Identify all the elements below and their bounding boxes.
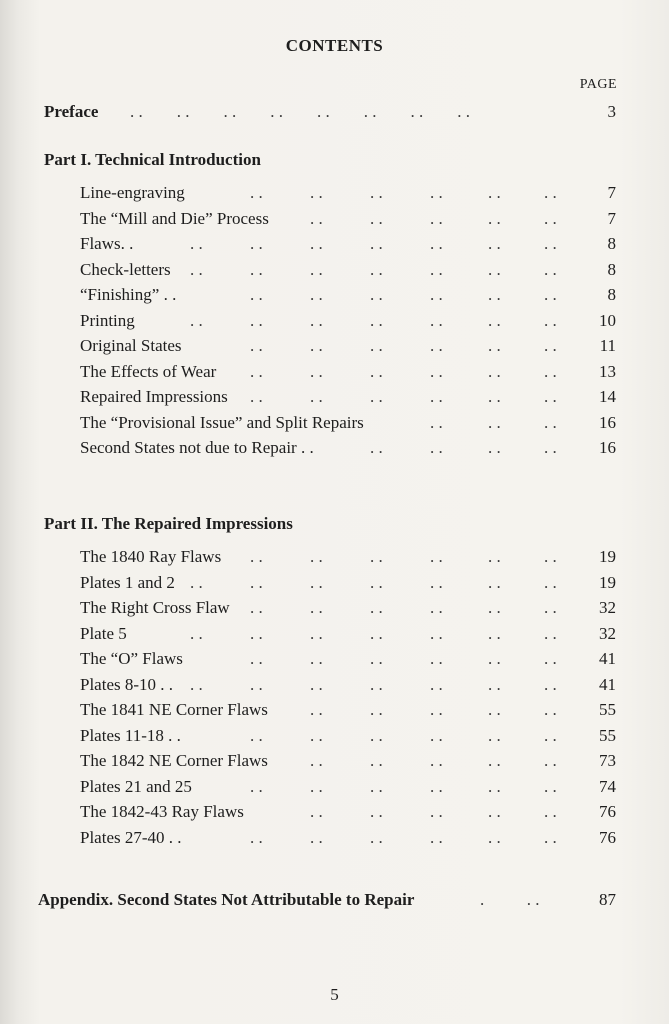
toc-entry: The 1842-43 Ray Flaws . . . . . . . . . . 76 — [0, 800, 669, 824]
toc-entry-label: Flaws. . — [80, 234, 134, 253]
toc-entry-page: 7 — [607, 183, 616, 202]
toc-entry-page: 14 — [599, 387, 616, 406]
toc-entry-page: 11 — [599, 336, 616, 355]
contents-title: CONTENTS — [285, 36, 384, 55]
toc-entry-label: Check-letters — [80, 259, 171, 279]
toc-entry-page: 73 — [599, 751, 616, 770]
toc-entry-page: 32 — [599, 623, 616, 643]
toc-entry-page: 13 — [599, 361, 616, 381]
toc-entry: “Finishing” . . . . . . . . . . . . . . 8 — [0, 283, 669, 307]
toc-entry-label: The Effects of Wear — [80, 361, 217, 381]
toc-entry-label: “Finishing” . . — [80, 285, 177, 304]
toc-entry-page: 55 — [599, 725, 616, 745]
toc-entry-appendix — [0, 888, 669, 912]
toc-entry-page: 55 — [599, 700, 616, 719]
dot-leader: . . . . . . . . . . . . . . . . — [130, 102, 470, 121]
toc-entry: The 1841 NE Corner Flaws . . . . . . . . . . 55 — [0, 698, 669, 722]
toc-entry: The 1840 Ray Flaws . . . . . . . . . . . . 19 — [0, 545, 669, 569]
toc-entry: The “O” Flaws . . . . . . . . . . . . 41 — [0, 647, 669, 671]
toc-entry-label: Original States — [80, 336, 182, 355]
page-number: 5 — [330, 985, 339, 1004]
toc-entry-page: 74 — [599, 776, 616, 796]
toc-entry-label: Plates 11-18 . . — [80, 725, 181, 745]
toc-entry-label: Plates 8-10 . . — [80, 674, 174, 694]
toc-entry-label: Repaired Impressions — [80, 387, 228, 406]
toc-entry: Plates 8-10 . . . . . . . . . . . . . . . . 41 — [0, 673, 669, 697]
toc-entry-page: 76 — [599, 802, 616, 821]
toc-entry-label: Plates 27-40 . . — [80, 827, 182, 847]
toc-entry-preface — [0, 100, 669, 124]
part2-heading: Part II. The Repaired Impressions — [44, 514, 293, 533]
toc-entry-page: 8 — [607, 259, 616, 279]
toc-entry: Plate 5 . . . . . . . . . . . . . . 32 — [0, 622, 669, 646]
toc-entry-page: 7 — [607, 208, 616, 228]
toc-entry-page: 87 — [599, 890, 616, 909]
toc-entry: Plates 1 and 2 . . . . . . . . . . . . . . 19 — [0, 571, 669, 595]
toc-entry-label: Plate 5 — [80, 623, 127, 643]
toc-entry: Check-letters . . . . . . . . . . . . . . 8 — [0, 258, 669, 282]
toc-entry-label: Plates 21 and 25 — [80, 776, 192, 796]
toc-entry-page: 16 — [599, 438, 616, 457]
page-column-label: PAGE — [579, 77, 617, 92]
toc-entry: The “Provisional Issue” and Split Repairs . . . . . . 16 — [0, 411, 669, 435]
toc-entry-page: 3 — [607, 102, 616, 121]
toc-entry-label: The 1842 NE Corner Flaws — [80, 751, 268, 770]
toc-entry-page: 41 — [599, 674, 616, 694]
toc-entry-page: 19 — [599, 547, 616, 566]
toc-entry: Plates 21 and 25 . . . . . . . . . . . . 74 — [0, 775, 669, 799]
toc-entry: Second States not due to Repair . . . . . . . . . . 16 — [0, 436, 669, 460]
toc-entry: Plates 27-40 . . . . . . . . . . . . . . 76 — [0, 826, 669, 850]
toc-entry-label: Plates 1 and 2 — [80, 572, 175, 592]
toc-entry-label: The 1842-43 Ray Flaws — [80, 802, 244, 821]
toc-entry: Printing . . . . . . . . . . . . . . 10 — [0, 309, 669, 333]
toc-entry-label: The “O” Flaws — [80, 649, 183, 668]
part1-heading: Part I. Technical Introduction — [44, 150, 261, 169]
toc-entry-page: 41 — [599, 649, 616, 668]
toc-entry: Plates 11-18 . . . . . . . . . . . . . . 55 — [0, 724, 669, 748]
toc-entry-page: 76 — [599, 827, 616, 847]
toc-entry-page: 19 — [599, 572, 616, 592]
toc-entry: Repaired Impressions . . . . . . . . . . . . 14 — [0, 385, 669, 409]
toc-entry-page: 8 — [607, 285, 616, 304]
toc-entry: Original States . . . . . . . . . . . . 11 — [0, 334, 669, 358]
toc-entry-page: 8 — [607, 234, 616, 253]
toc-entry-page: 10 — [599, 310, 616, 330]
toc-entry-page: 32 — [599, 598, 616, 617]
toc-entry: The Effects of Wear . . . . . . . . . . . . 13 — [0, 360, 669, 384]
dot-leader: . . . — [480, 890, 540, 909]
toc-entry-label: The 1840 Ray Flaws — [80, 547, 222, 566]
toc-entry-label: The 1841 NE Corner Flaws — [80, 700, 268, 719]
toc-entry: Line-engraving . . . . . . . . . . . . 7 — [0, 181, 669, 205]
toc-entry-label: The Right Cross Flaw — [80, 598, 230, 617]
toc-entry: Flaws. . . . . . . . . . . . . . . . 8 — [0, 232, 669, 256]
toc-entry: The “Mill and Die” Process . . . . . . . . . . 7 — [0, 207, 669, 231]
toc-entry: The 1842 NE Corner Flaws . . . . . . . . . . 73 — [0, 749, 669, 773]
toc-entry-label: The “Provisional Issue” and Split Repairs — [80, 412, 364, 432]
toc-entry-page: 16 — [599, 412, 616, 432]
toc-entry-label: The “Mill and Die” Process — [80, 208, 269, 228]
toc-entry: The Right Cross Flaw . . . . . . . . . . . . 32 — [0, 596, 669, 620]
toc-entry-label: Second States not due to Repair . . — [80, 438, 314, 457]
toc-entry-label: Line-engraving — [80, 183, 185, 202]
toc-entry-label: Appendix. Second States Not Attributable to Repair — [38, 890, 415, 909]
toc-entry-label: Preface — [44, 102, 99, 121]
toc-entry-label: Printing — [80, 310, 135, 330]
